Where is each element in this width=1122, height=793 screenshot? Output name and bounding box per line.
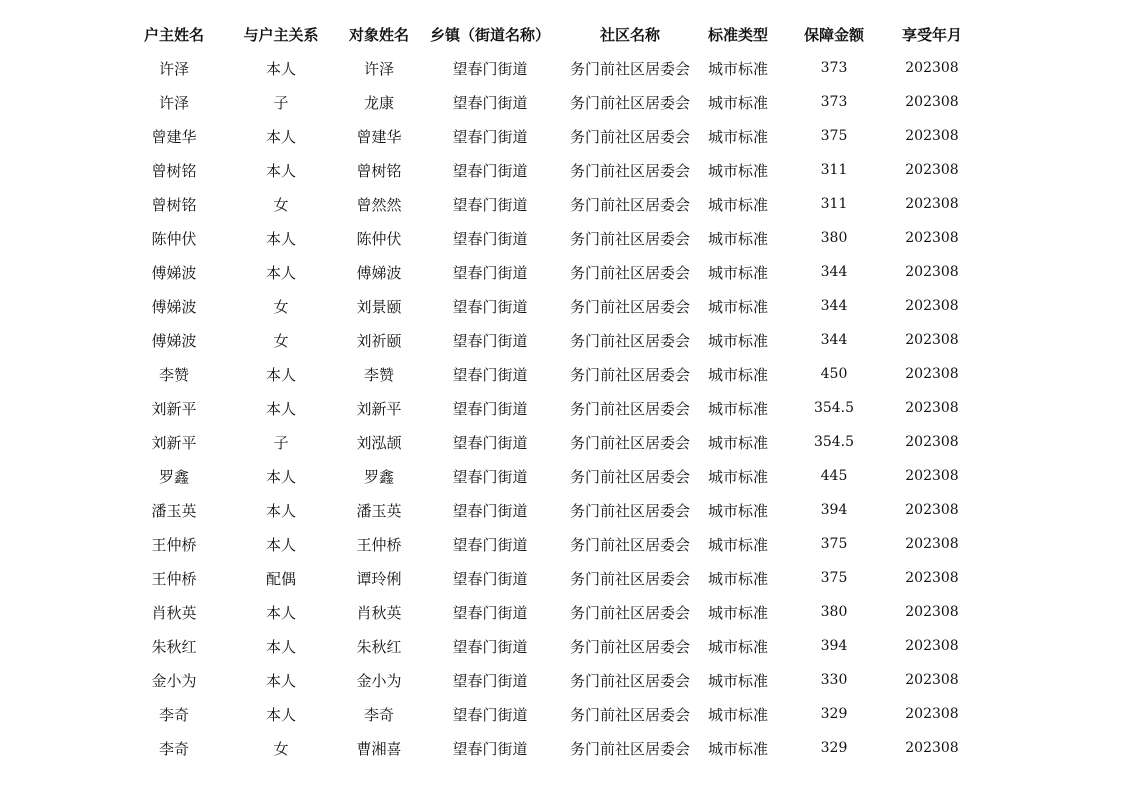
cell-householder-name: 曾建华 xyxy=(151,127,197,146)
cell-benefit-month: 202308 xyxy=(905,672,959,688)
cell-benefit-amount: 311 xyxy=(820,162,848,178)
table-row xyxy=(126,153,974,187)
cell-recipient-name: 陈仲伏 xyxy=(356,229,402,248)
table-row xyxy=(126,289,974,323)
cell-benefit-amount: 375 xyxy=(820,536,848,552)
cell-subdistrict: 望春门街道 xyxy=(452,161,528,180)
cell-subdistrict: 望春门街道 xyxy=(452,229,528,248)
cell-benefit-month: 202308 xyxy=(905,298,959,314)
cell-community: 务门前社区居委会 xyxy=(569,467,690,486)
table-row xyxy=(126,119,974,153)
cell-community: 务门前社区居委会 xyxy=(569,603,690,622)
table-row xyxy=(126,527,974,561)
cell-community: 务门前社区居委会 xyxy=(569,297,690,316)
table-body xyxy=(126,51,974,765)
cell-benefit-month: 202308 xyxy=(905,434,959,450)
cell-community: 务门前社区居委会 xyxy=(569,365,690,384)
table-row xyxy=(126,85,974,119)
cell-relation: 本人 xyxy=(265,263,296,282)
cell-community: 务门前社区居委会 xyxy=(569,535,690,554)
column-header-benefit-amount: 保障金额 xyxy=(803,25,864,44)
cell-benefit-month: 202308 xyxy=(905,400,959,416)
cell-subdistrict: 望春门街道 xyxy=(452,637,528,656)
cell-relation: 本人 xyxy=(265,467,296,486)
table-row xyxy=(126,425,974,459)
cell-benefit-amount: 344 xyxy=(820,332,848,348)
table-row xyxy=(126,595,974,629)
cell-subdistrict: 望春门街道 xyxy=(452,705,528,724)
cell-recipient-name: 朱秋红 xyxy=(356,637,402,656)
cell-householder-name: 王仲桥 xyxy=(151,569,197,588)
cell-benefit-month: 202308 xyxy=(905,264,959,280)
table-row xyxy=(126,731,974,765)
cell-householder-name: 李赞 xyxy=(158,365,189,384)
cell-standard-type: 城市标准 xyxy=(707,637,768,656)
cell-subdistrict: 望春门街道 xyxy=(452,59,528,78)
cell-relation: 女 xyxy=(273,195,289,214)
cell-subdistrict: 望春门街道 xyxy=(452,467,528,486)
cell-relation: 本人 xyxy=(265,127,296,146)
cell-community: 务门前社区居委会 xyxy=(569,637,690,656)
cell-householder-name: 李奇 xyxy=(158,705,189,724)
cell-benefit-amount: 329 xyxy=(820,740,848,756)
cell-standard-type: 城市标准 xyxy=(707,603,768,622)
column-header-standard-type: 标准类型 xyxy=(707,25,768,44)
cell-subdistrict: 望春门街道 xyxy=(452,127,528,146)
cell-householder-name: 傅娣波 xyxy=(151,263,197,282)
table-row xyxy=(126,697,974,731)
cell-relation: 本人 xyxy=(265,637,296,656)
cell-recipient-name: 刘泓颉 xyxy=(356,433,402,452)
cell-subdistrict: 望春门街道 xyxy=(452,603,528,622)
cell-recipient-name: 李赞 xyxy=(363,365,394,384)
cell-relation: 配偶 xyxy=(265,569,296,588)
table-row xyxy=(126,391,974,425)
cell-relation: 本人 xyxy=(265,705,296,724)
beneficiary-table xyxy=(126,17,974,765)
cell-relation: 子 xyxy=(273,433,289,452)
cell-relation: 本人 xyxy=(265,399,296,418)
cell-benefit-month: 202308 xyxy=(905,706,959,722)
cell-householder-name: 陈仲伏 xyxy=(151,229,197,248)
table-row xyxy=(126,51,974,85)
cell-subdistrict: 望春门街道 xyxy=(452,331,528,350)
table-row xyxy=(126,255,974,289)
table-row xyxy=(126,221,974,255)
cell-subdistrict: 望春门街道 xyxy=(452,569,528,588)
cell-recipient-name: 潘玉英 xyxy=(356,501,402,520)
cell-community: 务门前社区居委会 xyxy=(569,93,690,112)
cell-standard-type: 城市标准 xyxy=(707,297,768,316)
cell-recipient-name: 谭玲俐 xyxy=(356,569,402,588)
cell-standard-type: 城市标准 xyxy=(707,59,768,78)
cell-recipient-name: 王仲桥 xyxy=(356,535,402,554)
cell-subdistrict: 望春门街道 xyxy=(452,365,528,384)
cell-community: 务门前社区居委会 xyxy=(569,195,690,214)
table-row xyxy=(126,629,974,663)
cell-benefit-amount: 354.5 xyxy=(813,434,855,450)
table-row xyxy=(126,357,974,391)
cell-community: 务门前社区居委会 xyxy=(569,569,690,588)
cell-householder-name: 王仲桥 xyxy=(151,535,197,554)
cell-relation: 本人 xyxy=(265,59,296,78)
cell-householder-name: 刘新平 xyxy=(151,399,197,418)
cell-recipient-name: 罗鑫 xyxy=(363,467,394,486)
cell-recipient-name: 肖秋英 xyxy=(356,603,402,622)
cell-standard-type: 城市标准 xyxy=(707,671,768,690)
cell-recipient-name: 曹湘喜 xyxy=(356,739,402,758)
cell-householder-name: 朱秋红 xyxy=(151,637,197,656)
cell-benefit-month: 202308 xyxy=(905,570,959,586)
cell-standard-type: 城市标准 xyxy=(707,161,768,180)
cell-benefit-month: 202308 xyxy=(905,196,959,212)
cell-standard-type: 城市标准 xyxy=(707,365,768,384)
cell-benefit-amount: 344 xyxy=(820,298,848,314)
cell-benefit-month: 202308 xyxy=(905,604,959,620)
cell-benefit-amount: 445 xyxy=(820,468,848,484)
cell-benefit-amount: 450 xyxy=(820,366,848,382)
cell-benefit-amount: 394 xyxy=(820,638,848,654)
cell-community: 务门前社区居委会 xyxy=(569,229,690,248)
cell-relation: 本人 xyxy=(265,501,296,520)
cell-benefit-amount: 329 xyxy=(820,706,848,722)
cell-community: 务门前社区居委会 xyxy=(569,399,690,418)
cell-householder-name: 罗鑫 xyxy=(158,467,189,486)
cell-householder-name: 许泽 xyxy=(158,59,189,78)
cell-benefit-month: 202308 xyxy=(905,502,959,518)
cell-benefit-amount: 344 xyxy=(820,264,848,280)
cell-subdistrict: 望春门街道 xyxy=(452,671,528,690)
cell-relation: 女 xyxy=(273,739,289,758)
cell-householder-name: 曾树铭 xyxy=(151,161,197,180)
cell-subdistrict: 望春门街道 xyxy=(452,535,528,554)
cell-recipient-name: 傅娣波 xyxy=(356,263,402,282)
cell-recipient-name: 曾建华 xyxy=(356,127,402,146)
cell-relation: 女 xyxy=(273,331,289,350)
cell-relation: 本人 xyxy=(265,161,296,180)
cell-standard-type: 城市标准 xyxy=(707,399,768,418)
cell-relation: 女 xyxy=(273,297,289,316)
column-header-relation: 与户主关系 xyxy=(243,25,319,44)
cell-recipient-name: 金小为 xyxy=(356,671,402,690)
cell-subdistrict: 望春门街道 xyxy=(452,195,528,214)
cell-benefit-month: 202308 xyxy=(905,230,959,246)
cell-benefit-month: 202308 xyxy=(905,366,959,382)
cell-benefit-month: 202308 xyxy=(905,638,959,654)
cell-benefit-month: 202308 xyxy=(905,468,959,484)
cell-householder-name: 肖秋英 xyxy=(151,603,197,622)
cell-benefit-month: 202308 xyxy=(905,332,959,348)
cell-community: 务门前社区居委会 xyxy=(569,705,690,724)
table-row xyxy=(126,187,974,221)
cell-community: 务门前社区居委会 xyxy=(569,59,690,78)
cell-standard-type: 城市标准 xyxy=(707,705,768,724)
cell-benefit-month: 202308 xyxy=(905,536,959,552)
cell-recipient-name: 刘新平 xyxy=(356,399,402,418)
cell-benefit-amount: 330 xyxy=(820,672,848,688)
cell-relation: 本人 xyxy=(265,671,296,690)
cell-recipient-name: 龙康 xyxy=(363,93,394,112)
cell-recipient-name: 曾然然 xyxy=(356,195,402,214)
cell-benefit-amount: 380 xyxy=(820,230,848,246)
cell-subdistrict: 望春门街道 xyxy=(452,263,528,282)
table-row xyxy=(126,663,974,697)
table-row xyxy=(126,323,974,357)
cell-standard-type: 城市标准 xyxy=(707,535,768,554)
cell-householder-name: 傅娣波 xyxy=(151,297,197,316)
table-row xyxy=(126,459,974,493)
cell-relation: 本人 xyxy=(265,535,296,554)
cell-householder-name: 刘新平 xyxy=(151,433,197,452)
table-row xyxy=(126,493,974,527)
cell-community: 务门前社区居委会 xyxy=(569,127,690,146)
column-header-householder-name: 户主姓名 xyxy=(143,25,204,44)
cell-relation: 本人 xyxy=(265,365,296,384)
cell-householder-name: 潘玉英 xyxy=(151,501,197,520)
column-header-recipient-name: 对象姓名 xyxy=(348,25,409,44)
cell-community: 务门前社区居委会 xyxy=(569,331,690,350)
cell-recipient-name: 曾树铭 xyxy=(356,161,402,180)
cell-standard-type: 城市标准 xyxy=(707,93,768,112)
cell-subdistrict: 望春门街道 xyxy=(452,433,528,452)
cell-community: 务门前社区居委会 xyxy=(569,671,690,690)
cell-relation: 本人 xyxy=(265,603,296,622)
cell-benefit-month: 202308 xyxy=(905,94,959,110)
table-header-row xyxy=(126,17,974,51)
cell-subdistrict: 望春门街道 xyxy=(452,501,528,520)
cell-community: 务门前社区居委会 xyxy=(569,263,690,282)
cell-benefit-month: 202308 xyxy=(905,740,959,756)
cell-householder-name: 李奇 xyxy=(158,739,189,758)
cell-benefit-amount: 375 xyxy=(820,570,848,586)
cell-community: 务门前社区居委会 xyxy=(569,501,690,520)
cell-subdistrict: 望春门街道 xyxy=(452,297,528,316)
cell-relation: 本人 xyxy=(265,229,296,248)
column-header-community: 社区名称 xyxy=(599,25,660,44)
cell-benefit-amount: 373 xyxy=(820,60,848,76)
cell-recipient-name: 许泽 xyxy=(363,59,394,78)
cell-standard-type: 城市标准 xyxy=(707,263,768,282)
cell-benefit-month: 202308 xyxy=(905,128,959,144)
cell-benefit-amount: 380 xyxy=(820,604,848,620)
column-header-benefit-month: 享受年月 xyxy=(901,25,962,44)
cell-benefit-month: 202308 xyxy=(905,162,959,178)
cell-householder-name: 金小为 xyxy=(151,671,197,690)
cell-standard-type: 城市标准 xyxy=(707,229,768,248)
cell-subdistrict: 望春门街道 xyxy=(452,93,528,112)
cell-benefit-amount: 375 xyxy=(820,128,848,144)
cell-community: 务门前社区居委会 xyxy=(569,739,690,758)
cell-benefit-amount: 311 xyxy=(820,196,848,212)
cell-benefit-amount: 394 xyxy=(820,502,848,518)
cell-benefit-amount: 354.5 xyxy=(813,400,855,416)
cell-standard-type: 城市标准 xyxy=(707,331,768,350)
cell-householder-name: 傅娣波 xyxy=(151,331,197,350)
cell-standard-type: 城市标准 xyxy=(707,569,768,588)
cell-standard-type: 城市标准 xyxy=(707,467,768,486)
cell-community: 务门前社区居委会 xyxy=(569,161,690,180)
cell-subdistrict: 望春门街道 xyxy=(452,399,528,418)
cell-standard-type: 城市标准 xyxy=(707,127,768,146)
cell-standard-type: 城市标准 xyxy=(707,739,768,758)
cell-standard-type: 城市标准 xyxy=(707,433,768,452)
cell-recipient-name: 李奇 xyxy=(363,705,394,724)
cell-benefit-amount: 373 xyxy=(820,94,848,110)
cell-subdistrict: 望春门街道 xyxy=(452,739,528,758)
cell-householder-name: 许泽 xyxy=(158,93,189,112)
cell-community: 务门前社区居委会 xyxy=(569,433,690,452)
cell-benefit-month: 202308 xyxy=(905,60,959,76)
cell-relation: 子 xyxy=(273,93,289,112)
cell-householder-name: 曾树铭 xyxy=(151,195,197,214)
cell-standard-type: 城市标准 xyxy=(707,195,768,214)
cell-recipient-name: 刘祈颐 xyxy=(356,331,402,350)
table-row xyxy=(126,561,974,595)
cell-standard-type: 城市标准 xyxy=(707,501,768,520)
cell-recipient-name: 刘景颐 xyxy=(356,297,402,316)
column-header-subdistrict: 乡镇（街道名称） xyxy=(429,25,550,44)
